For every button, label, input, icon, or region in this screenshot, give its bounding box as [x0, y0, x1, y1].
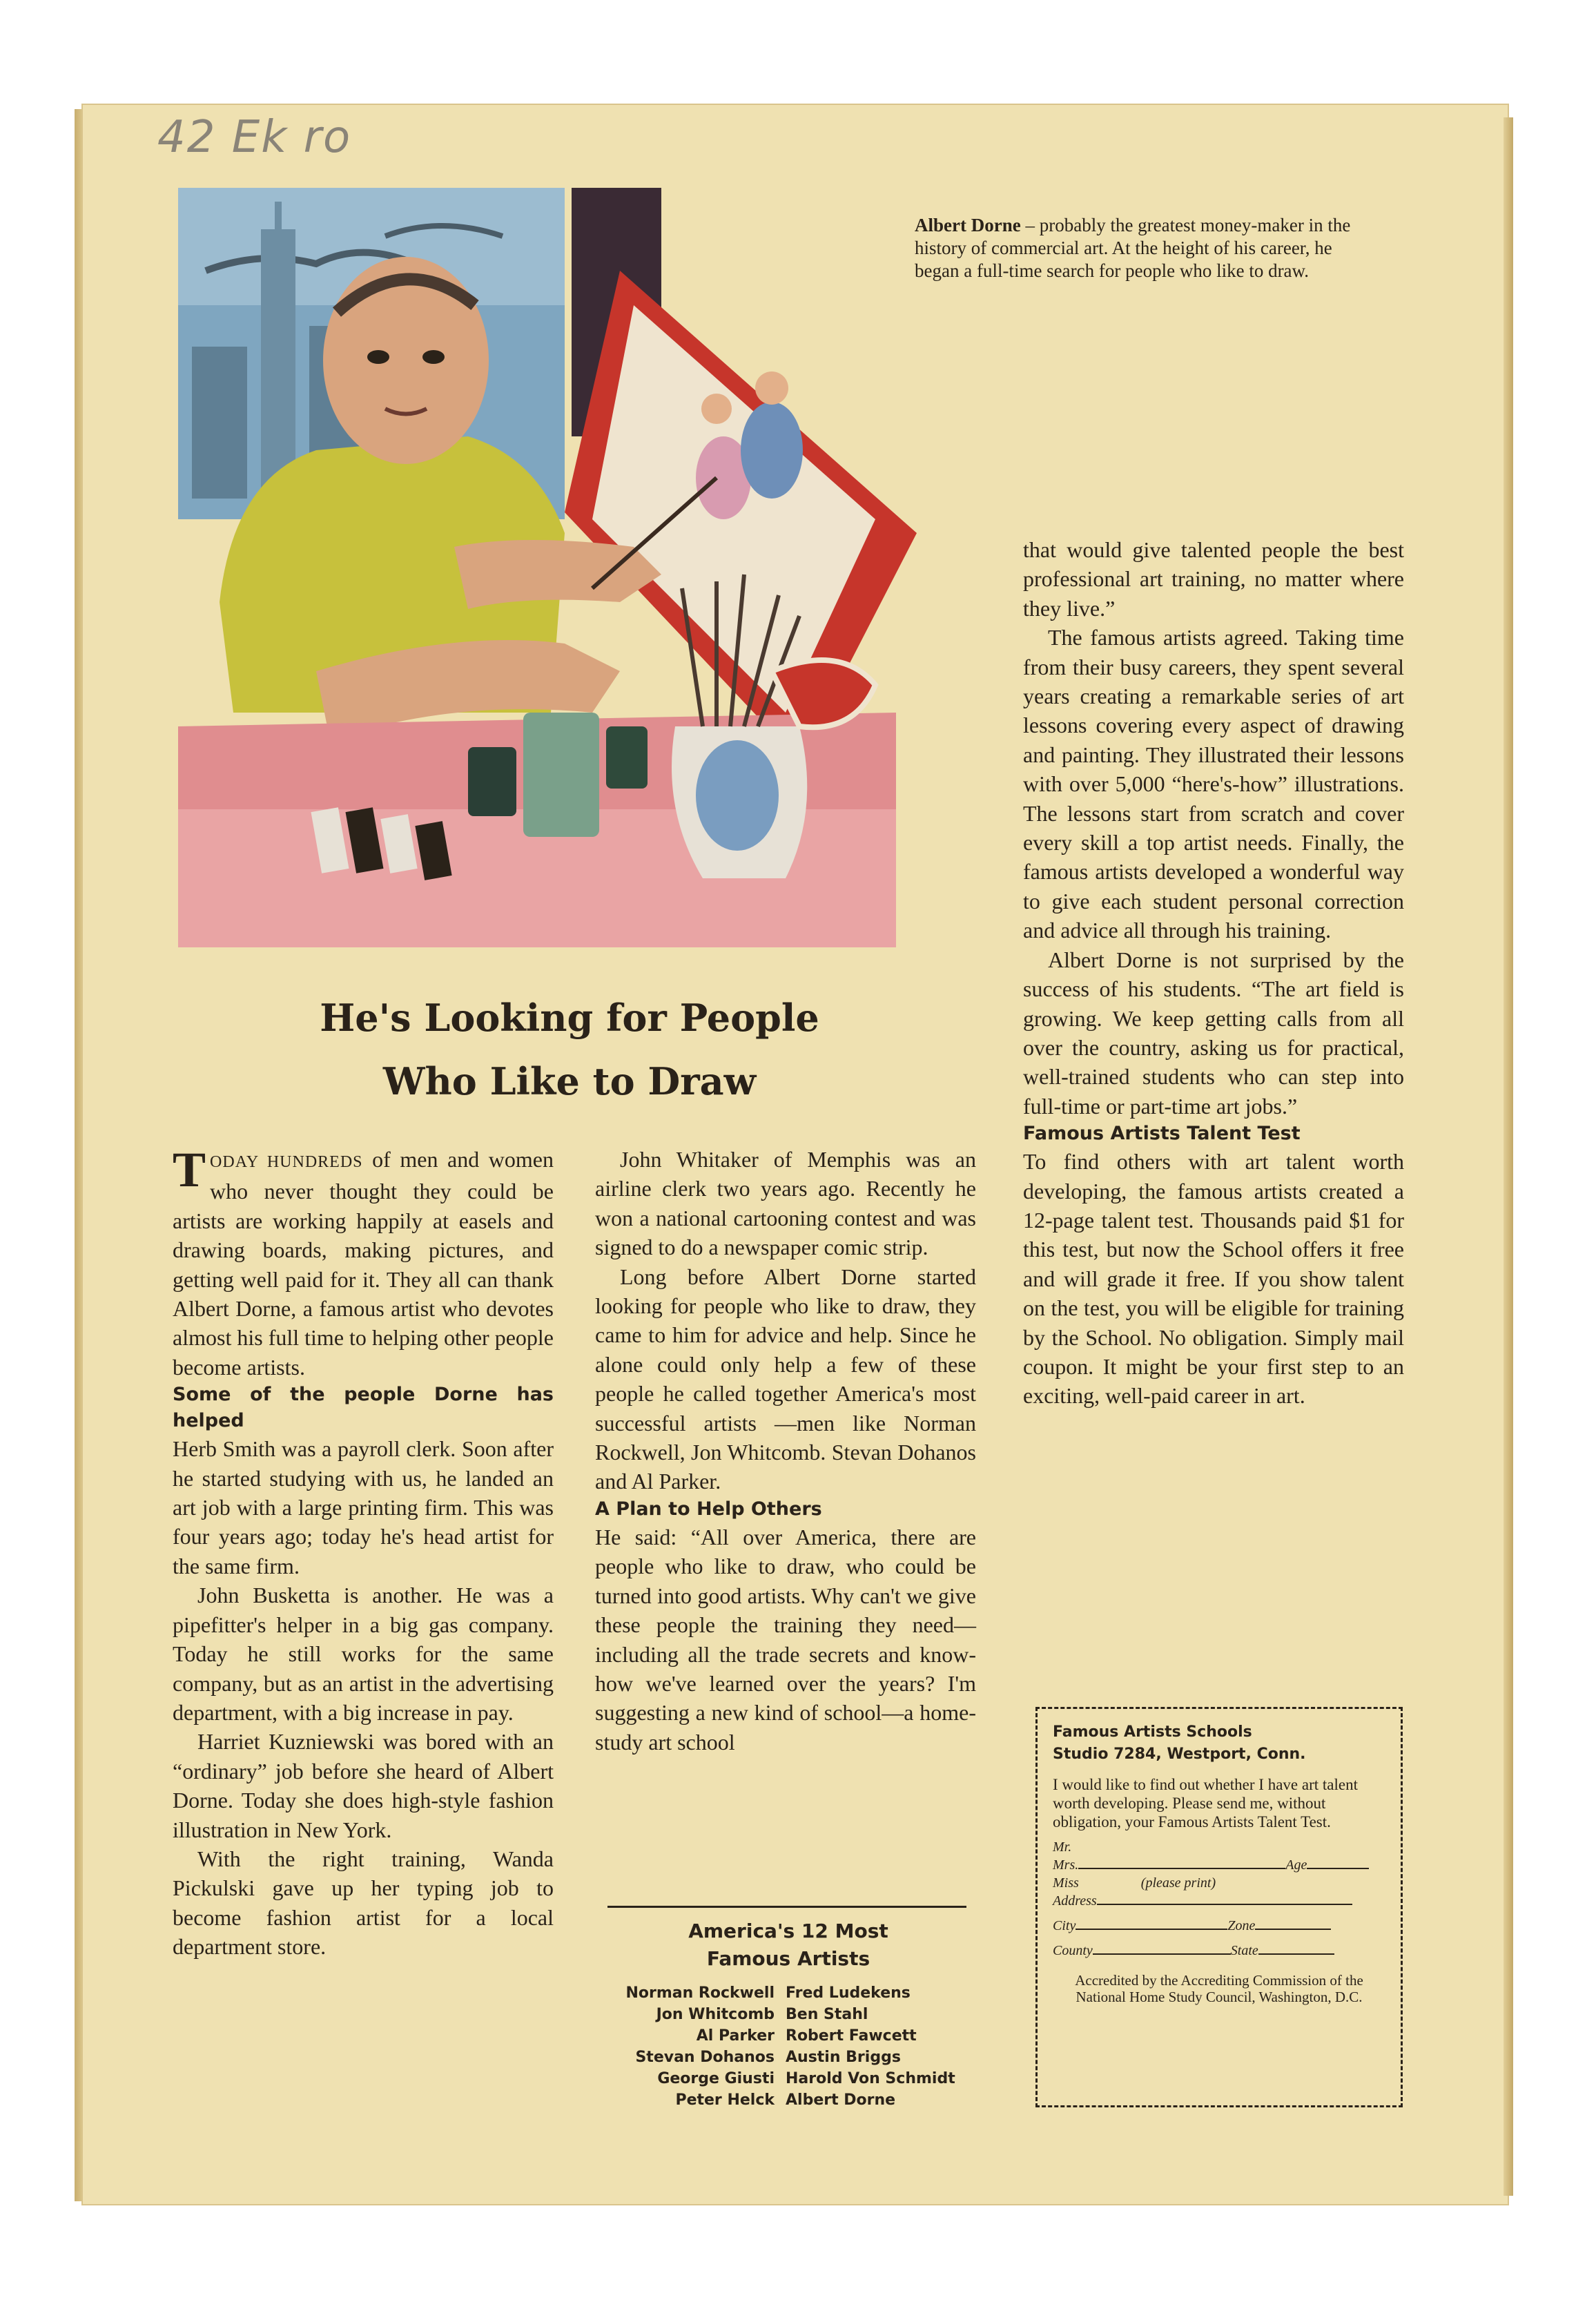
caption-text: – probably the greatest money-maker in the history of commercial art. At the height of his career, he began a full-time search for people who like to draw.	[915, 215, 1351, 281]
col3-subhead: Famous Artists Talent Test	[1023, 1123, 1301, 1145]
artist-name: Fred Ludekens	[786, 1984, 911, 2002]
coupon-print-note: (please print)	[1140, 1875, 1216, 1891]
article-column-3	[1023, 535, 1404, 1411]
city-line[interactable]	[1076, 1929, 1227, 1930]
handwritten-note: 42 Ek ro	[157, 112, 352, 163]
name-line[interactable]	[1078, 1868, 1285, 1869]
coupon-address-label: Address	[1053, 1893, 1097, 1909]
artists-rule	[607, 1906, 966, 1908]
col1-paragraph-3: John Busketta is another. He was a pipefitter's helper in a big gas company. Today he still works for the same company, but as an artist in the advertising department, with a big increase in pay.	[173, 1583, 554, 1725]
address-line[interactable]	[1097, 1904, 1352, 1905]
artist-name: Albert Dorne	[786, 2091, 896, 2109]
artists-title	[595, 1917, 982, 1973]
artist-name: Jon Whitcomb	[656, 2006, 775, 2023]
col2-paragraph-2: Long before Albert Dorne started looking for people who like to draw, they came to him for advice and help. Since he alone could only help a few of these people he called together America's most successful artists —men like Norman Rockwell, Jon Whitcomb. Stevan Dohanos and Al Parker.	[595, 1264, 976, 1494]
lead-caps: ODAY HUNDREDS	[210, 1153, 363, 1171]
coupon-address: Studio 7284, Westport, Conn.	[1053, 1746, 1306, 1763]
col1-paragraph-2: Herb Smith was a payroll clerk. Soon after he started studying with us, he landed an art job with a large printing firm. This was four years ago; today he's head artist for the same firm.	[173, 1436, 554, 1578]
artist-name: Harold Von Schmidt	[786, 2070, 955, 2087]
col3-paragraph-2: The famous artists agreed. Taking time from their busy careers, they spent several years creating a remarkable series of art lessons covering every aspect of drawing and painting. They illustrated their lessons with over 5,000 “here's-how” illustrations. The lessons start from scratch and cover every skill a top artist needs. Finally, the famous artists developed a wonderful way to give each student personal correction and advice all through his training.	[1023, 625, 1404, 943]
county-line[interactable]	[1093, 1953, 1231, 1955]
artist-name: George Giusti	[657, 2070, 775, 2087]
artist-name: Austin Briggs	[786, 2049, 901, 2066]
page-right-edge	[1503, 117, 1513, 2196]
illustration-caption	[915, 214, 1370, 282]
coupon-county-field[interactable]	[1053, 1942, 1385, 1960]
zone-line[interactable]	[1255, 1929, 1331, 1930]
artists-row	[595, 1982, 961, 2004]
headline-line-2: Who Like to Draw	[382, 1059, 757, 1103]
coupon-city-label: City	[1053, 1918, 1076, 1933]
coupon-city-field[interactable]	[1053, 1917, 1385, 1935]
artists-row	[595, 2004, 961, 2025]
coupon-age-label: Age	[1285, 1857, 1307, 1873]
coupon-school-name: Famous Artists Schools	[1053, 1723, 1252, 1741]
age-line[interactable]	[1307, 1868, 1369, 1869]
col1-paragraph-5: With the right training, Wanda Pickulski gave up her typing job to become fashion artist for a local department store.	[173, 1846, 554, 1960]
artist-name: Robert Fawcett	[786, 2027, 917, 2045]
col3-paragraph-4: To find others with art talent worth developing, the famous artists created a 12-page talent test. Thousands paid $1 for this test, but now the School offers it free and will grade it free. If you show talent on the test, you will be eligible for training by the School. No obligation. Simply mail coupon. It might be your first step to an exciting, well-paid career in art.	[1023, 1149, 1404, 1409]
article-column-1	[173, 1142, 554, 1962]
col1-subhead: Some of the people Dorne has helped	[173, 1384, 554, 1432]
drop-cap: T	[173, 1142, 206, 1197]
artists-title-line-2: Famous Artists	[706, 1947, 870, 1970]
artists-title-line-1: America's 12 Most	[688, 1920, 888, 1942]
coupon-accreditation: Accredited by the Accrediting Commission of the National Home Study Council, Washington, D.C.	[1075, 1972, 1363, 2005]
coupon-mr-label: Mr.	[1053, 1839, 1072, 1855]
artists-row	[595, 2068, 961, 2089]
coupon-miss-label: Miss	[1053, 1875, 1079, 1891]
artist-name: Peter Helck	[675, 2091, 775, 2109]
col1-p1-text: of men and women who never thought they could be artists are working happily at easels and drawing boards, making pictures, and getting well paid for it. They all can thank Albert Dorne, a famous artist who devotes almost his full time to helping other people become artists.	[173, 1147, 554, 1380]
col2-subhead: A Plan to Help Others	[595, 1498, 822, 1520]
artists-row	[595, 2089, 961, 2111]
albert-dorne-illustration	[178, 188, 924, 961]
coupon-zone-label: Zone	[1227, 1918, 1256, 1933]
coupon-mrs-label: Mrs.	[1053, 1857, 1079, 1873]
mail-coupon[interactable]	[1035, 1707, 1403, 2107]
col2-paragraph-1: John Whitaker of Memphis was an airline clerk two years ago. Recently he won a national cartooning contest and was signed to do a newspaper comic strip.	[595, 1147, 976, 1260]
coupon-state-label: State	[1230, 1943, 1258, 1958]
col2-paragraph-3: He said: “All over America, there are people who like to draw, who could be turned into good artists. Why can't we give these people the training they need—including all the trade secrets and know-how we've learned over the years? I'm suggesting a new kind of school—a home-study art school	[595, 1524, 976, 1755]
col1-paragraph-4: Harriet Kuzniewski was bored with an “ordinary” job before she heard of Albert Dorne. Today she does high-style fashion illustration in New York.	[173, 1729, 554, 1842]
artist-name: Norman Rockwell	[625, 1984, 775, 2002]
coupon-body: I would like to find out whether I have art talent worth developing. Please send me, without obligation, your Famous Artists Talent Test.	[1053, 1776, 1358, 1830]
artists-row	[595, 2047, 961, 2068]
artists-table	[595, 1982, 961, 2111]
artist-name: Ben Stahl	[786, 2006, 868, 2023]
col1-paragraph-1	[173, 1142, 554, 1382]
famous-artists-box	[595, 1906, 982, 2111]
artist-name: Stevan Dohanos	[635, 2049, 775, 2066]
coupon-name-field[interactable]	[1053, 1838, 1385, 1910]
artists-row	[595, 2025, 961, 2047]
col3-paragraph-3: Albert Dorne is not surprised by the success of his students. “The art field is growing. We keep getting calls from all over the country, asking us for practical, well-trained students who can step into full-time or part-time art jobs.”	[1023, 947, 1404, 1119]
state-line[interactable]	[1258, 1953, 1334, 1955]
artist-name: Al Parker	[696, 2027, 775, 2045]
headline-line-1: He's Looking for People	[320, 996, 819, 1040]
col3-paragraph-1: that would give talented people the best professional art training, no matter where they live.”	[1023, 537, 1404, 621]
article-column-2	[595, 1145, 976, 1757]
caption-name: Albert Dorne	[915, 215, 1021, 235]
coupon-county-label: County	[1053, 1943, 1093, 1958]
headline	[193, 986, 946, 1113]
